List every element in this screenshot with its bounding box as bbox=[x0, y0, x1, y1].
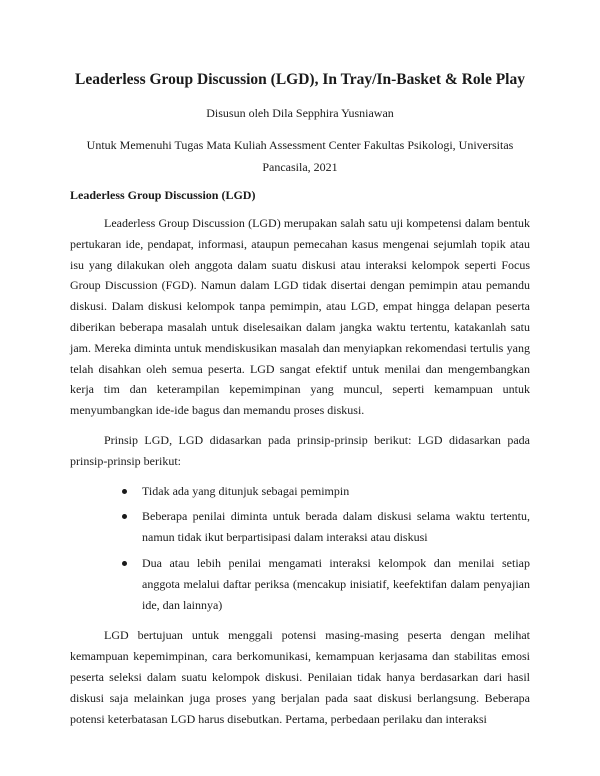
bullet-icon bbox=[122, 489, 127, 494]
list-item bbox=[70, 481, 530, 502]
section-heading: Leaderless Group Discussion (LGD) bbox=[70, 188, 256, 202]
paragraph-1: Leaderless Group Discussion (LGD) merupakan salah satu uji kompetensi dalam bentuk pertukaran ide, pendapat, informasi, ataupun pemecahan kasus mengenai sejumlah topik atau isu yang dilakukan oleh anggota dalam suatu diskusi atau interaksi kelompok seperti Focus Group Discussion (FGD). Namun dalam LGD tidak disertai dengan pemimpin atau pemandu diskusi. Dalam diskusi kelompok tanpa pemimpin, atau LGD, empat hingga delapan peserta diberikan beberapa masalah untuk diselesaikan dalam jangka waktu tertentu, katakanlah satu jam. Mereka diminta untuk mendiskusikan masalah dan menyiapkan rekomendasi tertulis yang telah disahkan oleh semua peserta. LGD sangat efektif untuk menilai dan mengembangkan kerja tim dan keterampilan kepemimpinan yang muncul, seperti kemampuan untuk menyumbangkan ide-ide bagus dan memandu proses diskusi. bbox=[70, 216, 530, 418]
principles-list bbox=[70, 481, 530, 616]
list-item-text: Tidak ada yang ditunjuk sebagai pemimpin bbox=[142, 483, 350, 498]
list-item-text: Dua atau lebih penilai mengamati interaksi kelompok dan menilai setiap anggota melalui daftar periksa (mencakup inisiatif, keefektifan dalam penyajian ide, dan lainnya) bbox=[142, 555, 530, 612]
list-item bbox=[70, 506, 530, 548]
bullet-icon bbox=[122, 561, 127, 566]
paragraph-2: Prinsip LGD, LGD didasarkan pada prinsip-prinsip berikut: LGD didasarkan pada prinsip-prinsip berikut: bbox=[70, 432, 530, 468]
list-item bbox=[70, 553, 530, 615]
bullet-icon bbox=[122, 514, 127, 519]
document-purpose: Untuk Memenuhi Tugas Mata Kuliah Assessment Center Fakultas Psikologi, Universitas Pancasila, 2021 bbox=[86, 138, 514, 174]
list-item-text: Beberapa penilai diminta untuk berada dalam diskusi selama waktu tertentu, namun tidak ikut berpartisipasi dalam interaksi atau diskusi bbox=[142, 509, 530, 545]
document-title: Leaderless Group Discussion (LGD), In Tray/In-Basket & Role Play bbox=[75, 71, 525, 88]
document-author: Disusun oleh Dila Sepphira Yusniawan bbox=[206, 106, 394, 120]
document-page bbox=[70, 60, 530, 738]
paragraph-3: LGD bertujuan untuk menggali potensi masing-masing peserta dengan melihat kemampuan kepemimpinan, cara berkomunikasi, kemampuan kerjasama dan stabilitas emosi peserta seleksi dalam suatu kelompok diskusi. Penilaian tidak hanya berdasarkan dari hasil diskusi saja melainkan juga proses yang berjalan pada saat diskusi berlangsung. Beberapa potensi keterbatasan LGD harus disebutkan. Pertama, perbedaan perilaku dan interaksi bbox=[70, 628, 530, 726]
